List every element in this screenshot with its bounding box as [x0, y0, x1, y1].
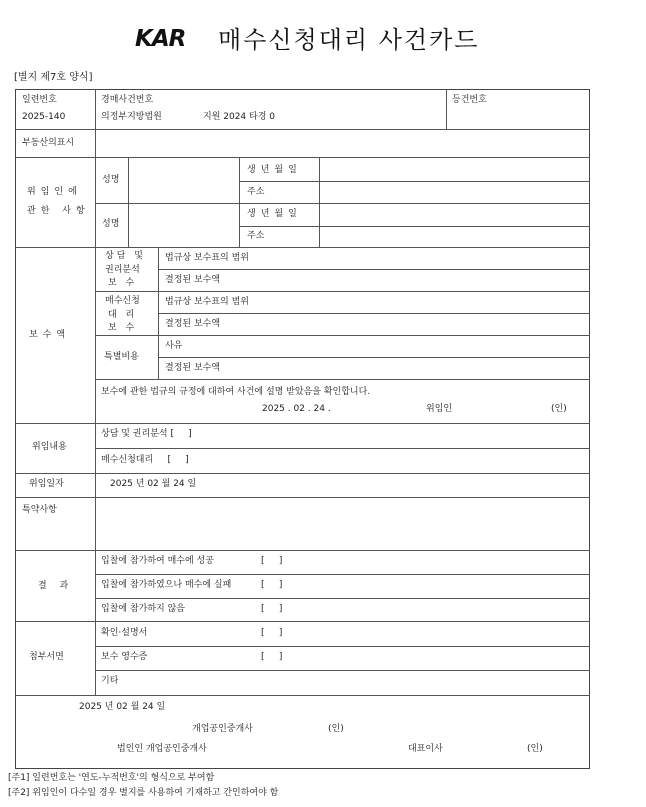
fee-confirm-date: 2025 . 02 . 24 . — [262, 404, 331, 414]
legal-range-label-2: 법규상 보수표의 범위 — [165, 297, 249, 307]
attachment-explanation: 확인·설명서 — [101, 628, 148, 638]
page-title: 매수신청대리 사건카드 — [218, 26, 480, 54]
attachment-receipt: 보수 영수증 — [101, 652, 148, 662]
consult-label-2: 권리분석 — [105, 265, 140, 275]
reason-label: 사유 — [165, 341, 183, 351]
consult-label-3: 보 수 — [108, 278, 138, 288]
case-number-value: 지원 2024 타경 0 — [203, 112, 275, 122]
registration-label: 등건번호 — [452, 95, 487, 105]
fee-confirm-text: 보수에 관한 법규의 규정에 대하여 사건에 설명 받았음을 확인합니다. — [101, 387, 371, 397]
delegation-label: 위임내용 — [32, 442, 67, 452]
attachment-other: 기타 — [101, 676, 119, 686]
result-label: 결 과 — [38, 581, 74, 591]
attachment-checkbox-explanation[interactable]: [ ] — [261, 628, 283, 638]
court-name: 의정부지방법원 — [101, 112, 162, 122]
address-label-2: 주소 — [247, 231, 265, 241]
corp-agent-label: 법인인 개업공인중개사 — [117, 744, 207, 754]
special-cost-label: 특별비용 — [104, 352, 139, 362]
result-checkbox-fail[interactable]: [ ] — [261, 580, 283, 590]
note-1: [주1] 일련번호는 '연도-누적번호'의 형식으로 부여함 — [8, 773, 215, 783]
delegator-section-label-2: 관한 사항 — [27, 206, 90, 216]
serial-value: 2025-140 — [22, 112, 66, 122]
result-item-fail: 입찰에 참가하였으나 매수에 실패 — [101, 580, 232, 590]
special-notes-label: 특약사항 — [22, 505, 57, 515]
delegator-section-label-1: 위임인에 — [27, 187, 82, 197]
rep-label: 대표이사 — [408, 744, 443, 754]
attachment-checkbox-receipt[interactable]: [ ] — [261, 652, 283, 662]
result-checkbox-absent[interactable]: [ ] — [261, 604, 283, 614]
delegator-seal: (인) — [551, 404, 567, 414]
delegation-item-consult: 상담 및 권리분석 [ ] — [101, 429, 192, 439]
case-number-label: 경매사건번호 — [101, 95, 154, 105]
bid-label-3: 보 수 — [108, 323, 138, 333]
delegator-sign-label: 위임인 — [426, 404, 453, 414]
bid-label-2: 대 리 — [108, 310, 138, 320]
name-label-2: 성명 — [102, 219, 120, 229]
decided-fee-label-1: 결정된 보수액 — [165, 275, 221, 285]
fee-section-label: 보수액 — [29, 330, 71, 340]
property-label: 부동산의표시 — [22, 138, 75, 148]
agent-seal: (인) — [328, 724, 344, 734]
serial-label: 일련번호 — [22, 95, 57, 105]
address-label-1: 주소 — [247, 187, 265, 197]
agent-label: 개업공인중개사 — [192, 724, 253, 734]
consult-label-1: 상담 및 — [105, 251, 146, 261]
rep-seal: (인) — [527, 744, 543, 754]
legal-range-label-1: 법규상 보수표의 범위 — [165, 253, 249, 263]
decided-fee-label-2: 결정된 보수액 — [165, 319, 221, 329]
kar-logo: KAR — [135, 26, 186, 52]
delegation-date-label: 위임일자 — [29, 479, 64, 489]
result-checkbox-success[interactable]: [ ] — [261, 556, 283, 566]
form-label: [별지 제7호 양식] — [14, 72, 93, 83]
delegation-date-value: 2025 년 02 월 24 일 — [110, 479, 197, 489]
note-2: [주2] 위임인이 다수일 경우 별지를 사용하여 기재하고 간인하여야 함 — [8, 788, 279, 798]
footer-date: 2025 년 02 월 24 일 — [79, 702, 166, 712]
bid-label-1: 매수신청 — [105, 296, 140, 306]
birth-label-2: 생년월일 — [247, 209, 302, 219]
birth-label-1: 생년월일 — [247, 165, 302, 175]
result-item-absent: 입찰에 참가하지 않음 — [101, 604, 185, 614]
decided-fee-label-3: 결정된 보수액 — [165, 363, 221, 373]
delegation-item-bid: 매수신청대리 [ ] — [101, 455, 189, 465]
name-label-1: 성명 — [102, 175, 120, 185]
result-item-success: 입찰에 참가하여 매수에 성공 — [101, 556, 214, 566]
attachments-label: 첨부서면 — [29, 652, 64, 662]
